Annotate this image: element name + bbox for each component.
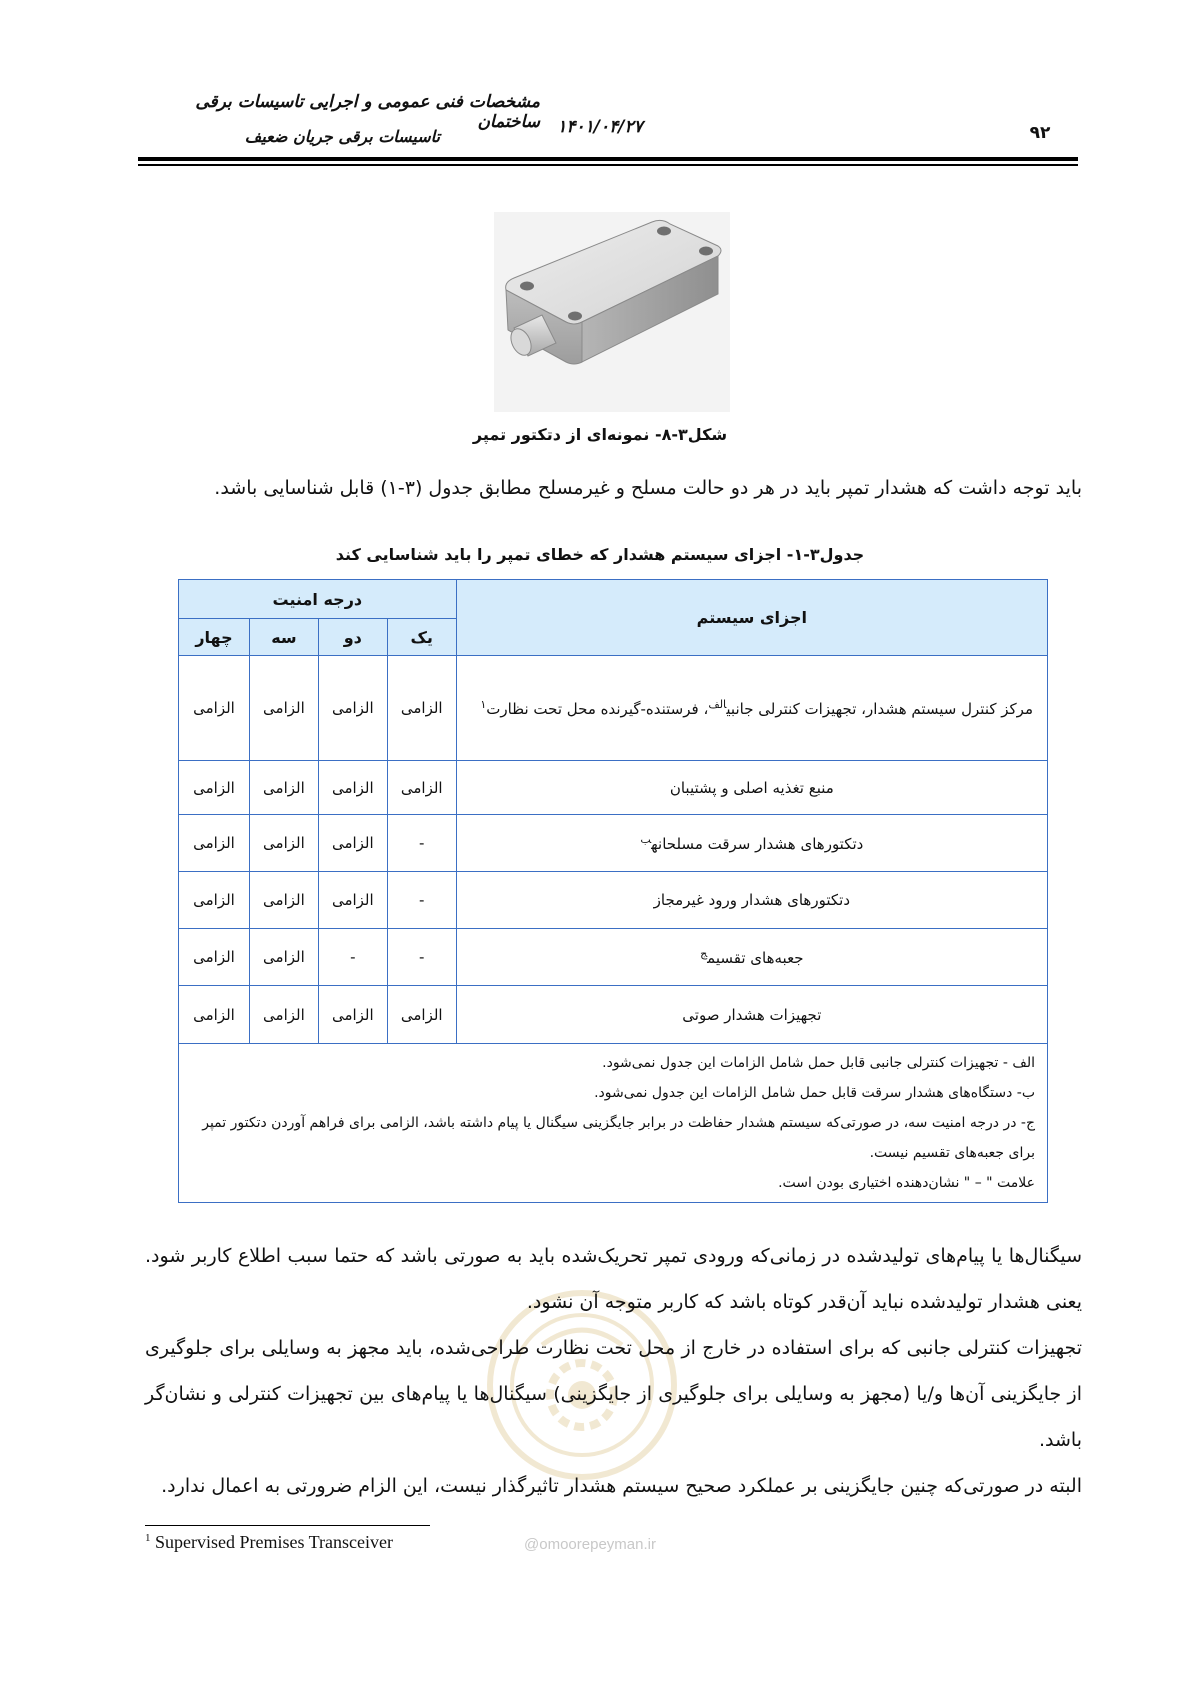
row-component: تجهیزات هشدار صوتی bbox=[456, 986, 1047, 1044]
cell-grade-2: الزامی bbox=[318, 761, 387, 815]
tamper-detector-image bbox=[494, 212, 730, 412]
document-title: مشخصات فنی عمومی و اجرایی تاسیسات برقی ساختمان bbox=[195, 92, 540, 132]
cell-grade-4: الزامی bbox=[179, 656, 250, 761]
footnote-mark: ۱ bbox=[480, 698, 487, 711]
cell-grade-4: الزامی bbox=[179, 929, 250, 986]
tamper-requirements-table bbox=[178, 579, 1048, 1203]
table-row bbox=[179, 761, 1048, 815]
watermark-url: @omoorepeyman.ir bbox=[524, 1536, 656, 1553]
cell-grade-2: الزامی bbox=[318, 872, 387, 929]
cell-grade-3: الزامی bbox=[249, 656, 318, 761]
table-note: ب- دستگاه‌های هشدار سرقت قابل حمل شامل الزامات این جدول نمی‌شود. bbox=[594, 1085, 1035, 1101]
cell-grade-1: - bbox=[387, 872, 456, 929]
cell-grade-3: الزامی bbox=[249, 872, 318, 929]
table-notes-row bbox=[179, 1044, 1048, 1203]
cell-grade-3: الزامی bbox=[249, 761, 318, 815]
section-subtitle: تاسیسات برقی جریان ضعیف bbox=[244, 127, 440, 146]
cell-grade-1: الزامی bbox=[387, 656, 456, 761]
header-system-components: اجزای سیستم bbox=[456, 580, 1047, 656]
cell-grade-2: الزامی bbox=[318, 815, 387, 872]
table-row bbox=[179, 986, 1048, 1044]
table-row bbox=[179, 929, 1048, 986]
table-notes bbox=[179, 1044, 1048, 1203]
cell-grade-3: الزامی bbox=[249, 986, 318, 1044]
cell-grade-3: الزامی bbox=[249, 929, 318, 986]
header-date: ۱۴۰۱/۰۴/۲۷ bbox=[557, 117, 643, 137]
row-component: دتکتورهای هشدار ورود غیرمجاز bbox=[456, 872, 1047, 929]
table-note: الف - تجهیزات کنترلی جانبی قابل حمل شامل الزامات این جدول نمی‌شود. bbox=[602, 1055, 1035, 1071]
cell-grade-4: الزامی bbox=[179, 815, 250, 872]
cell-grade-2: - bbox=[318, 929, 387, 986]
footnote-number: 1 bbox=[145, 1532, 151, 1544]
table-row bbox=[179, 815, 1048, 872]
header-rule-thin bbox=[138, 164, 1078, 166]
footnote-mark: الف bbox=[708, 698, 727, 711]
table-note: ج- در درجه امنیت سه، در صورتی‌که سیستم هشدار حفاظت در برابر جایگزینی سیگنال یا پیام داشته باشد، الزامی برای فراهم آوردن دتکتور تمپر برای جعبه‌های تقسیم نیست. bbox=[202, 1115, 1035, 1161]
cell-grade-4: الزامی bbox=[179, 761, 250, 815]
header-security-grade: درجه امنیت bbox=[179, 580, 457, 619]
header-grade-3: سه bbox=[249, 619, 318, 656]
header-grade-2: دو bbox=[318, 619, 387, 656]
table-row bbox=[179, 872, 1048, 929]
footnote-rule bbox=[145, 1525, 430, 1526]
component-text: مرکز کنترل سیستم هشدار، تجهیزات کنترلی جانبی bbox=[726, 700, 1033, 718]
component-text-tail: ، فرستنده-گیرنده محل تحت نظارت bbox=[486, 700, 709, 718]
header-grade-4: چهار bbox=[179, 619, 250, 656]
body-paragraph: البته در صورتی‌که چنین جایگزینی بر عملکرد صحیح سیستم هشدار تاثیرگذار نیست، این الزام ضرورتی به اعمال ندارد. bbox=[161, 1475, 1082, 1497]
table-row bbox=[179, 656, 1048, 761]
footnote-text: Supervised Premises Transceiver bbox=[155, 1532, 393, 1552]
cell-grade-4: الزامی bbox=[179, 872, 250, 929]
cell-grade-2: الزامی bbox=[318, 656, 387, 761]
footnote-mark: ب bbox=[640, 833, 652, 846]
header-grade-1: یک bbox=[387, 619, 456, 656]
table-title: جدول۳-۱- اجزای سیستم هشدار که خطای تمپر را باید شناسایی کند bbox=[335, 545, 865, 564]
component-text: جعبه‌های تقسیم bbox=[707, 949, 804, 967]
figure-caption: شکل۳-۸- نمونه‌ای از دتکتور تمپر bbox=[472, 425, 728, 444]
cell-grade-1: - bbox=[387, 929, 456, 986]
cell-grade-1: الزامی bbox=[387, 986, 456, 1044]
cell-grade-1: - bbox=[387, 815, 456, 872]
cell-grade-2: الزامی bbox=[318, 986, 387, 1044]
row-component bbox=[456, 656, 1047, 761]
page-number: ۹۲ bbox=[1029, 123, 1051, 143]
row-component bbox=[456, 929, 1047, 986]
tamper-detector-figure bbox=[494, 212, 730, 412]
row-component: منبع تغذیه اصلی و پشتیبان bbox=[456, 761, 1047, 815]
body-paragraph: سیگنال‌ها یا پیام‌های تولیدشده در زمانی‌که ورودی تمپر تحریک‌شده باید به صورتی باشد که حتما سبب اطلاع کاربر شود. یعنی هشدار تولیدشده نباید آن‌قدر کوتاه باشد که کاربر متوجه آن نشود. bbox=[145, 1245, 1082, 1313]
footnote bbox=[145, 1532, 565, 1553]
cell-grade-3: الزامی bbox=[249, 815, 318, 872]
cell-grade-1: الزامی bbox=[387, 761, 456, 815]
header-rule-thick bbox=[138, 157, 1078, 161]
component-text: دتکتورهای هشدار سرقت مسلحانه bbox=[651, 835, 864, 853]
footnote-mark: ج bbox=[700, 947, 708, 960]
intro-paragraph: باید توجه داشت که هشدار تمپر باید در هر دو حالت مسلح و غیرمسلح مطابق جدول (۳-۱) قابل شناسایی باشد. bbox=[214, 477, 1082, 499]
table-note: علامت " – " نشان‌دهنده اختیاری بودن است. bbox=[778, 1175, 1035, 1191]
cell-grade-4: الزامی bbox=[179, 986, 250, 1044]
body-paragraph: تجهیزات کنترلی جانبی که برای استفاده در خارج از محل تحت نظارت طراحی‌شده، باید مجهز به وسایلی برای جلوگیری از جایگزینی آن‌ها و/یا (مجهز به وسایلی برای جلوگیری از جایگزینی) سیگنال‌ها یا پیام‌های بین تجهیزات کنترلی و نشان‌گر باشد. bbox=[145, 1337, 1082, 1451]
row-component bbox=[456, 815, 1047, 872]
